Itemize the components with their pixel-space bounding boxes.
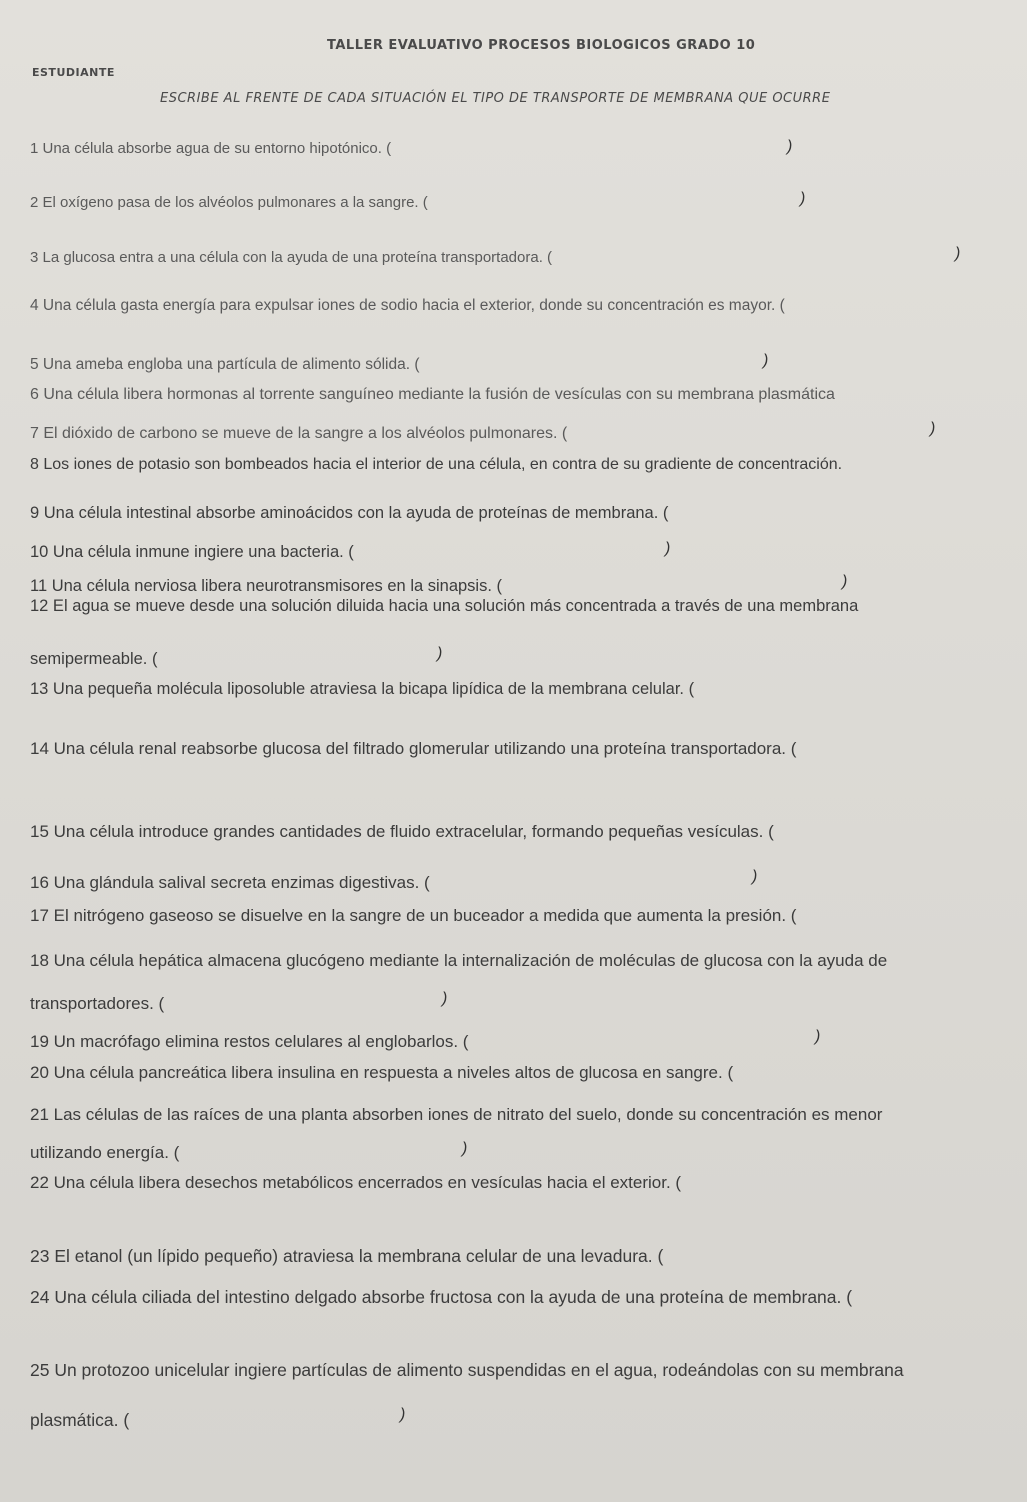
item-16-close: )	[752, 868, 758, 885]
item-4	[30, 297, 785, 315]
instructions: ESCRIBE AL FRENTE DE CADA SITUACIÓN EL TIPO DE TRANSPORTE DE MEMBRANA QUE OCURRE	[160, 91, 831, 106]
item-21-text: 21 Las células de las raíces de una planta absorben iones de nitrato del suelo, donde su concentración es menor	[30, 1105, 883, 1124]
item-24-text: 24 Una célula ciliada del intestino delgado absorbe fructosa con la ayuda de una proteína de membrana. (	[30, 1287, 853, 1307]
item-10	[30, 543, 354, 562]
item-17-text: 17 El nitrógeno gaseoso se disuelve en la sangre de un buceador a medida que aumenta la presión. (	[30, 906, 797, 925]
item-4-text: 4 Una célula gasta energía para expulsar iones de sodio hacia el exterior, donde su concentración es mayor. (	[30, 297, 785, 314]
item-25-close: )	[400, 1406, 406, 1423]
item-1-text: 1 Una célula absorbe agua de su entorno hipotónico. (	[30, 140, 392, 157]
item-3	[30, 249, 552, 266]
item-5-close: )	[763, 352, 769, 369]
item-8-text: 8 Los iones de potasio son bombeados hacia el interior de una célula, en contra de su gradiente de concentración.	[30, 456, 843, 473]
item-6-text: 6 Una célula libera hormonas al torrente sanguíneo mediante la fusión de vesículas con su membrana plasmática	[30, 386, 835, 403]
item-21-continuation	[30, 1143, 179, 1163]
item-19	[30, 1032, 468, 1052]
item-18-text: 18 Una célula hepática almacena glucógeno mediante la internalización de moléculas de glucosa con la ayuda de	[30, 951, 888, 970]
item-22-text: 22 Una célula libera desechos metabólicos encerrados en vesículas hacia el exterior. (	[30, 1173, 682, 1192]
item-18-continuation	[30, 994, 164, 1014]
item-8	[30, 456, 842, 474]
item-2-close: )	[800, 190, 806, 207]
item-25	[30, 1360, 904, 1381]
item-2-text: 2 El oxígeno pasa de los alvéolos pulmonares a la sangre. (	[30, 194, 428, 211]
item-7	[30, 425, 567, 443]
item-2	[30, 194, 428, 211]
item-9-text: 9 Una célula intestinal absorbe aminoácidos con la ayuda de proteínas de membrana. (	[30, 504, 669, 522]
item-20	[30, 1063, 733, 1083]
item-12-close: )	[437, 645, 443, 662]
item-25-continuation	[30, 1410, 129, 1431]
item-16-text: 16 Una glándula salival secreta enzimas digestivas. (	[30, 873, 430, 892]
item-12	[30, 597, 858, 616]
item-18	[30, 951, 887, 971]
item-21-cont-text: utilizando energía. (	[30, 1143, 180, 1162]
item-20-text: 20 Una célula pancreática libera insulina en respuesta a niveles altos de glucosa en sangre. (	[30, 1063, 734, 1082]
item-12-continuation	[30, 650, 157, 669]
item-10-close: )	[665, 540, 671, 557]
item-21	[30, 1105, 882, 1125]
item-7-text: 7 El dióxido de carbono se mueve de la sangre a los alvéolos pulmonares. (	[30, 425, 568, 442]
item-19-close: )	[815, 1028, 821, 1045]
item-18-close: )	[442, 990, 448, 1007]
item-14-text: 14 Una célula renal reabsorbe glucosa del filtrado glomerular utilizando una proteína transportadora. (	[30, 739, 797, 758]
item-11-text: 11 Una célula nerviosa libera neurotransmisores en la sinapsis. (	[30, 577, 503, 595]
item-1-close: )	[787, 138, 793, 155]
item-25-cont-text: plasmática. (	[30, 1410, 130, 1430]
item-5-text: 5 Una ameba engloba una partícula de alimento sólida. (	[30, 356, 420, 373]
worksheet-title: TALLER EVALUATIVO PROCESOS BIOLOGICOS GRADO 10	[327, 38, 756, 53]
item-12-text: 12 El agua se mueve desde una solución diluida hacia una solución más concentrada a través de una membrana	[30, 597, 859, 615]
item-15-text: 15 Una célula introduce grandes cantidades de fluido extracelular, formando pequeñas vesículas. (	[30, 822, 774, 841]
item-23	[30, 1246, 663, 1267]
item-3-text: 3 La glucosa entra a una célula con la ayuda de una proteína transportadora. (	[30, 249, 553, 266]
item-21-close: )	[462, 1140, 468, 1157]
item-22	[30, 1173, 681, 1193]
item-11-close: )	[842, 573, 848, 590]
item-9	[30, 504, 668, 523]
item-13	[30, 680, 694, 699]
item-19-text: 19 Un macrófago elimina restos celulares al englobarlos. (	[30, 1032, 469, 1051]
item-5	[30, 356, 419, 374]
item-15	[30, 822, 774, 842]
item-10-text: 10 Una célula inmune ingiere una bacteria. (	[30, 543, 354, 561]
item-6	[30, 386, 835, 404]
student-label: ESTUDIANTE	[32, 66, 115, 79]
item-13-text: 13 Una pequeña molécula liposoluble atraviesa la bicapa lipídica de la membrana celular. (	[30, 680, 695, 698]
item-3-close: )	[955, 245, 961, 262]
item-23-text: 23 El etanol (un lípido pequeño) atraviesa la membrana celular de una levadura. (	[30, 1246, 664, 1266]
item-25-text: 25 Un protozoo unicelular ingiere partículas de alimento suspendidas en el agua, rodeándolas con su membrana	[30, 1360, 904, 1380]
item-12-cont-text: semipermeable. (	[30, 650, 158, 668]
item-14	[30, 739, 796, 759]
item-7-close: )	[930, 420, 936, 437]
item-16	[30, 873, 430, 893]
item-17	[30, 906, 796, 926]
item-11	[30, 577, 502, 596]
item-18-cont-text: transportadores. (	[30, 994, 165, 1013]
item-1	[30, 140, 391, 157]
item-24	[30, 1287, 852, 1308]
